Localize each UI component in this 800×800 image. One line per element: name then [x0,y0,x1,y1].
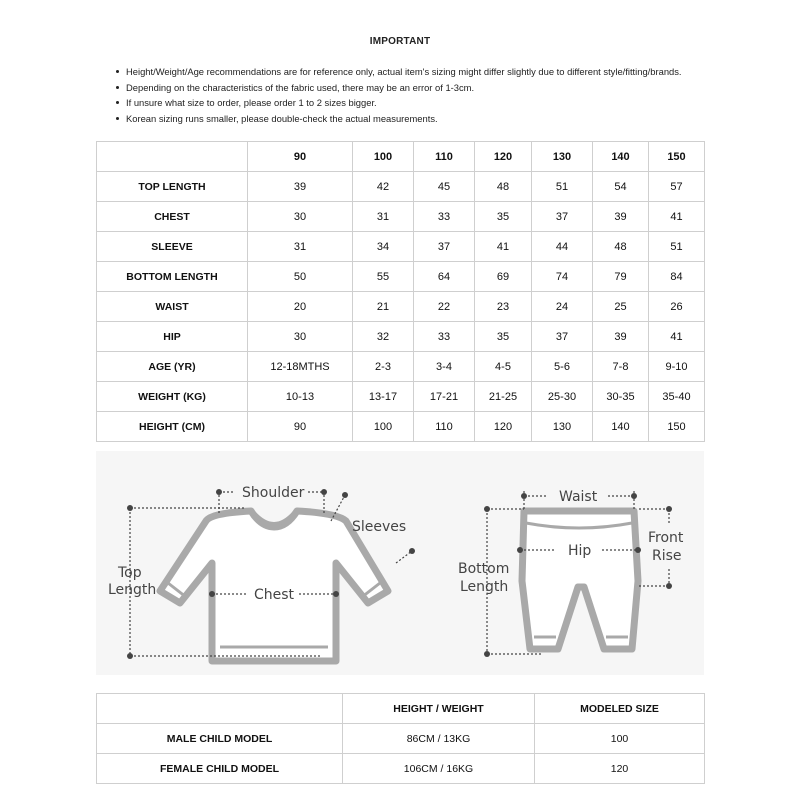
table-cell: 37 [414,232,475,262]
row-label: WAIST [97,292,248,322]
header-cell: 140 [593,142,649,172]
page-title: IMPORTANT [369,36,431,47]
table-row [97,754,705,784]
header-cell: HEIGHT / WEIGHT [343,694,535,724]
table-cell: 41 [649,202,705,232]
chest-label: Chest [254,587,295,603]
table-cell: 41 [475,232,532,262]
table-cell: 25 [593,292,649,322]
table-cell: 12-18MTHS [248,352,353,382]
notes-list [113,64,693,126]
row-label: HIP [97,322,248,352]
table-cell: 5-6 [532,352,593,382]
measurement-diagram-svg [96,451,704,675]
table-cell: 35-40 [649,382,705,412]
table-cell: 39 [593,202,649,232]
table-cell: 7-8 [593,352,649,382]
note-item: Korean sizing runs smaller, please double-check the actual measurements. [113,111,693,127]
size-chart-table [96,141,705,442]
table-cell: 25-30 [532,382,593,412]
header-cell: 110 [414,142,475,172]
sleeves-label: Sleeves [352,519,407,535]
header-cell: 130 [532,142,593,172]
table-header-row [97,142,705,172]
bottom-length-label-1: Bottom [458,561,510,577]
table-row [97,412,705,442]
table-cell: 48 [593,232,649,262]
table-cell: 13-17 [353,382,414,412]
table-row [97,352,705,382]
table-cell: 26 [649,292,705,322]
model-size-table [96,693,705,784]
table-cell: 100 [535,724,705,754]
header-cell [97,694,343,724]
table-cell: 21-25 [475,382,532,412]
row-label: WEIGHT (KG) [97,382,248,412]
bottom-length-label-2: Length [460,579,509,595]
table-cell: 54 [593,172,649,202]
table-cell: 23 [475,292,532,322]
table-row [97,232,705,262]
table-cell: 140 [593,412,649,442]
header-cell: 150 [649,142,705,172]
table-cell: 110 [414,412,475,442]
row-label: FEMALE CHILD MODEL [97,754,343,784]
shoulder-label: Shoulder [242,485,305,501]
header-cell [97,142,248,172]
table-cell: 30-35 [593,382,649,412]
table-cell: 69 [475,262,532,292]
note-item: If unsure what size to order, please order 1 to 2 sizes bigger. [113,95,693,111]
table-cell: 39 [248,172,353,202]
table-header-row [97,694,705,724]
table-cell: 22 [414,292,475,322]
table-cell: 84 [649,262,705,292]
header-cell: MODELED SIZE [535,694,705,724]
table-cell: 17-21 [414,382,475,412]
table-cell: 33 [414,322,475,352]
header-cell: 120 [475,142,532,172]
table-cell: 57 [649,172,705,202]
table-cell: 106CM / 16KG [343,754,535,784]
row-label: HEIGHT (CM) [97,412,248,442]
top-length-label-1: Top [118,565,142,581]
table-cell: 9-10 [649,352,705,382]
bottom-garment-shape [522,511,638,649]
table-cell: 4-5 [475,352,532,382]
table-cell: 51 [649,232,705,262]
row-label: TOP LENGTH [97,172,248,202]
table-row [97,724,705,754]
table-cell: 86CM / 13KG [343,724,535,754]
table-cell: 10-13 [248,382,353,412]
table-cell: 51 [532,172,593,202]
table-cell: 37 [532,202,593,232]
front-rise-label-1: Front [648,530,684,546]
waist-label: Waist [559,489,598,505]
table-row [97,262,705,292]
note-item: Depending on the characteristics of the fabric used, there may be an error of 1-3cm. [113,80,693,96]
table-cell: 130 [532,412,593,442]
table-cell: 3-4 [414,352,475,382]
table-row [97,172,705,202]
table-row [97,292,705,322]
table-cell: 33 [414,202,475,232]
table-cell: 21 [353,292,414,322]
table-cell: 42 [353,172,414,202]
header-cell: 100 [353,142,414,172]
row-label: AGE (YR) [97,352,248,382]
header-cell: 90 [248,142,353,172]
table-cell: 35 [475,202,532,232]
front-rise-label-2: Rise [652,548,682,564]
table-cell: 34 [353,232,414,262]
row-label: SLEEVE [97,232,248,262]
row-label: CHEST [97,202,248,232]
table-cell: 2-3 [353,352,414,382]
table-cell: 24 [532,292,593,322]
measurement-diagram [96,451,704,675]
table-row [97,202,705,232]
table-cell: 20 [248,292,353,322]
table-cell: 79 [593,262,649,292]
table-cell: 39 [593,322,649,352]
table-row [97,322,705,352]
table-cell: 45 [414,172,475,202]
table-cell: 48 [475,172,532,202]
note-item: Height/Weight/Age recommendations are for reference only, actual item's sizing might differ slightly due to different style/fitting/brands. [113,64,693,80]
table-cell: 37 [532,322,593,352]
table-cell: 64 [414,262,475,292]
row-label: MALE CHILD MODEL [97,724,343,754]
table-cell: 55 [353,262,414,292]
table-cell: 30 [248,202,353,232]
top-length-label-2: Length [108,582,157,598]
table-cell: 74 [532,262,593,292]
table-cell: 32 [353,322,414,352]
table-cell: 41 [649,322,705,352]
table-cell: 35 [475,322,532,352]
table-cell: 31 [248,232,353,262]
table-cell: 120 [535,754,705,784]
table-cell: 90 [248,412,353,442]
table-cell: 44 [532,232,593,262]
table-cell: 31 [353,202,414,232]
table-row [97,382,705,412]
table-cell: 150 [649,412,705,442]
table-cell: 100 [353,412,414,442]
table-cell: 120 [475,412,532,442]
row-label: BOTTOM LENGTH [97,262,248,292]
hip-label: Hip [568,543,592,559]
table-cell: 50 [248,262,353,292]
table-cell: 30 [248,322,353,352]
